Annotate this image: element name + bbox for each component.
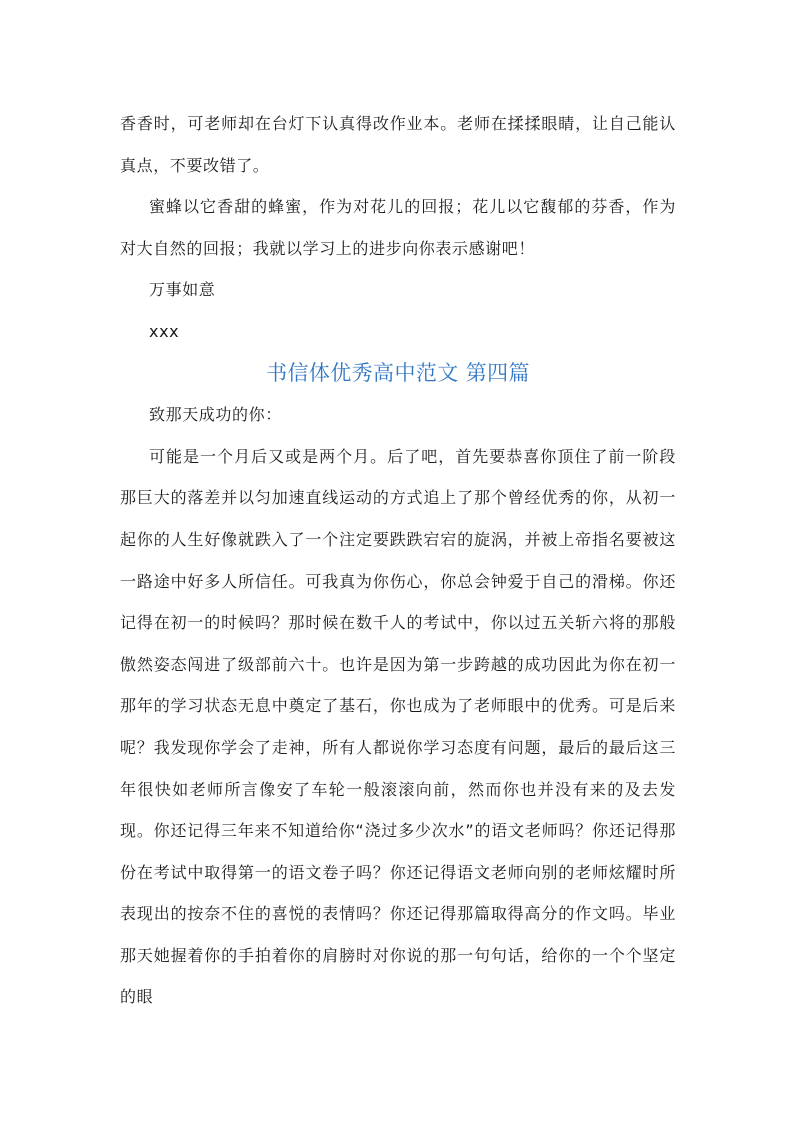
paragraph-thanks: 蜜蜂以它香甜的蜂蜜，作为对花儿的回报；花儿以它馥郁的芬香，作为对大自然的回报；我就以学习上的进步向你表示感谢吧！ — [120, 197, 676, 258]
paragraph-continuation: 香香时，可老师却在台灯下认真得改作业本。老师在揉揉眼睛，让自己能认真点，不要改错了。 — [120, 114, 676, 175]
paragraph-closing: 万事如意 — [149, 280, 216, 300]
paragraph-salutation: 致那天成功的你： — [149, 405, 282, 425]
paragraph-body: 可能是一个月后又或是两个月。后了吧，首先要恭喜你顶住了前一阶段那巨大的落差并以匀加速直线运动的方式追上了那个曾经优秀的你，从初一起你的人生好像就跌入了一个注定要跌跌宕宕的旋涡，并被上帝指名要被这一路途中好多人所信任。可我真为你伤心，你总会钟爱于自己的滑梯。你还记得在初一的时候吗？那时候在数千人的考试中，你以过五关斩六将的那般傲然姿态闯进了级部前六十。也许是因为第一步跨越的成功因此为你在初一那年的学习状态无息中奠定了基石，你也成为了老师眼中的优秀。可是后来呢？我发现你学会了走神，所有人都说你学习态度有问题，最后的最后这三年很快如老师所言像安了车轮一般滚滚向前，然而你也并没有来的及去发现。你还记得三年来不知道给你“浇过多少次水”的语文老师吗？你还记得那份在考试中取得第一的语文卷子吗？你还记得语文老师向别的老师炫耀时所表现出的按奈不住的喜悦的表情吗？你还记得那篇取得高分的作文吗。毕业那天她握着你的手拍着你的肩膀时对你说的那一句句话，给你的一个个坚定的眼 — [120, 446, 676, 1007]
section-heading: 书信体优秀高中范文 第四篇 — [266, 360, 530, 385]
document-body — [120, 103, 676, 1018]
paragraph-signature: xxx — [149, 321, 180, 341]
